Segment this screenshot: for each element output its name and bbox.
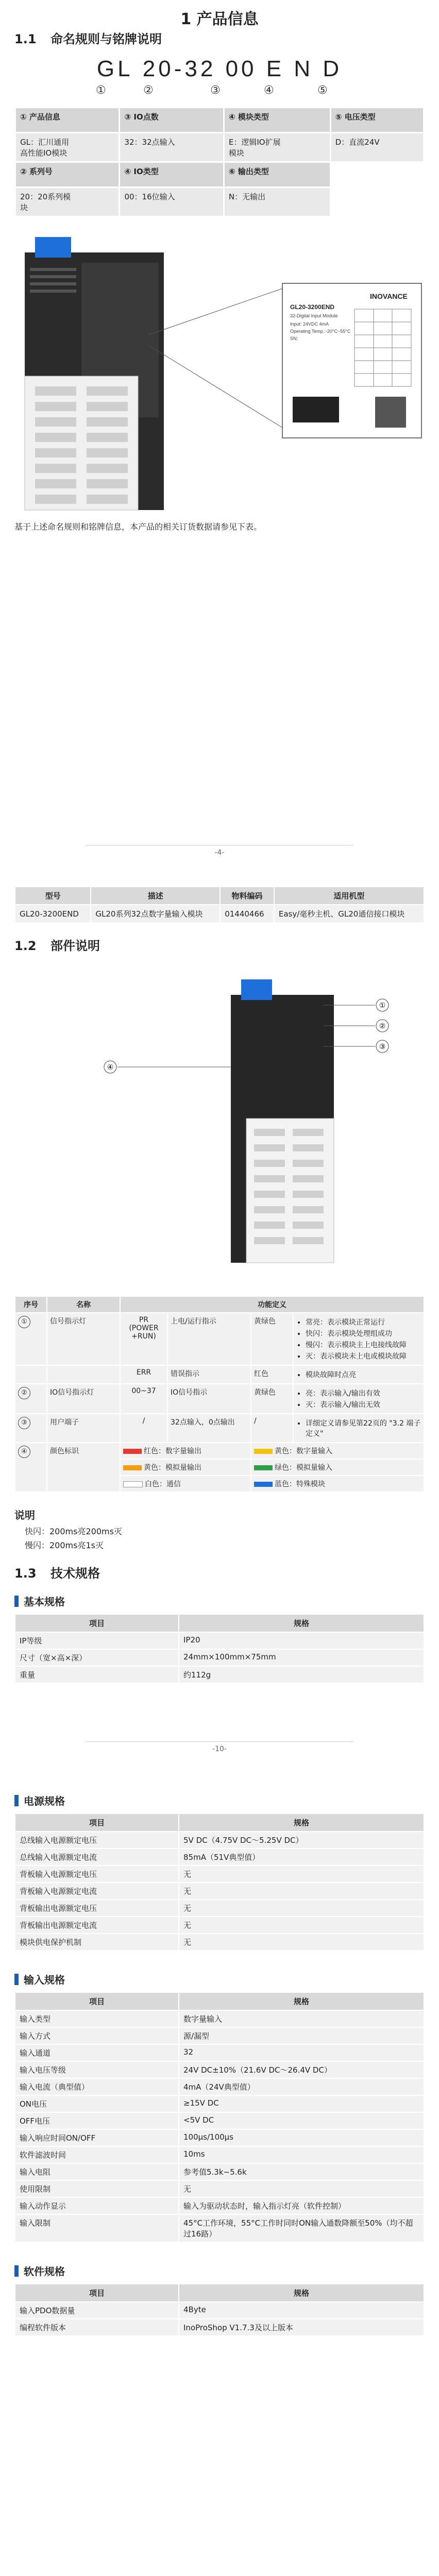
spec-header: 规格	[179, 1814, 424, 1832]
spec-val: 4Byte	[179, 2302, 424, 2319]
swatch-green	[254, 1465, 273, 1470]
spec-key: ON电压	[15, 2095, 179, 2112]
swatch-red	[123, 1449, 142, 1454]
row-col2: 32点输入，0点输出	[167, 1414, 251, 1443]
row-col1: 00~37	[120, 1384, 167, 1414]
qr-code	[375, 397, 406, 428]
section-num: 1.3	[14, 1566, 37, 1581]
spec-key: 重量	[15, 1666, 179, 1683]
row-item: • 灭：表示模块未上电或模块故障	[306, 1351, 421, 1361]
spec-key: 总线输入电源额定电流	[15, 1849, 179, 1866]
chapter-title: 1 产品信息	[180, 10, 259, 28]
row-no: ③	[18, 1417, 30, 1429]
spec-val: 无	[179, 1883, 424, 1900]
spec-key: OFF电压	[15, 2112, 179, 2129]
caption: 基于上述命名规则和铭牌信息，本产品的相关订货数据请参见下表。	[14, 522, 262, 532]
code-part: GL	[96, 56, 133, 81]
spec-header: 项目	[15, 1814, 179, 1832]
color-label: 蓝色：	[275, 1480, 296, 1488]
section-1-1	[14, 29, 439, 47]
row-col1: /	[120, 1414, 167, 1443]
heading-text: 基本规格	[24, 1596, 65, 1608]
code-part: 20	[142, 56, 174, 81]
model-code	[0, 56, 439, 82]
parts-header: 功能定义	[120, 1296, 424, 1313]
basic-spec-heading	[14, 1594, 439, 1608]
page-2	[0, 886, 439, 1772]
color-label: 白色：	[145, 1480, 166, 1488]
row-col1: ERR	[120, 1365, 167, 1384]
swatch-orange	[123, 1465, 142, 1470]
spec-key: 背板输入电源额定电流	[15, 1883, 179, 1900]
spec-val: 无	[179, 1934, 424, 1951]
row-item: • 亮：表示输入/输出有效	[306, 1388, 421, 1398]
color-desc: 特殊模块	[296, 1480, 325, 1488]
swatch-yellow	[254, 1449, 273, 1454]
module-photo	[14, 232, 425, 520]
row-no: ②	[18, 1387, 30, 1399]
callout-1: ①	[379, 1002, 386, 1010]
spec-key: 使用限制	[15, 2180, 179, 2197]
barcode	[293, 397, 339, 422]
row-name: IO信号指示灯	[47, 1384, 120, 1414]
spec-val: 85mA（51V典型值）	[179, 1849, 424, 1866]
spec-header: 规格	[179, 2284, 424, 2302]
code-part: E	[266, 56, 285, 81]
code-part: 32	[184, 56, 216, 81]
page-number: -10-	[0, 1741, 439, 1753]
callout-3: ③	[379, 1043, 386, 1051]
callout-4: ④	[107, 1063, 114, 1072]
order-header: 适用机型	[274, 887, 424, 905]
spec-key: IP等级	[15, 1632, 179, 1649]
order-header: 型号	[15, 887, 91, 905]
mark: ③	[210, 84, 221, 97]
nameplate-line: Operating Temp.:-20°C~55°C	[290, 329, 351, 334]
spec-key: 输入PDO数据量	[15, 2302, 179, 2319]
row-col2: 上电/运行指示	[167, 1313, 251, 1365]
color-desc: 模拟量输入	[296, 1464, 332, 1472]
naming-text: E：逻辑IO扩展 模块	[224, 133, 330, 162]
nameplate-model: GL20-3200END	[290, 303, 335, 311]
code-part: -	[174, 56, 185, 81]
page-1	[0, 0, 439, 876]
naming-text: 00：16位输入	[120, 188, 224, 217]
spec-val: 无	[179, 2180, 424, 2197]
heading-text: 软件规格	[24, 2265, 65, 2278]
color-desc: 通信	[166, 1480, 181, 1488]
naming-head: ④ IO类型	[120, 162, 224, 188]
color-label: 红色：	[144, 1447, 165, 1455]
row-item: • 详细定义请参见第22页的 "3.2 端子定义"	[306, 1418, 421, 1438]
section-num: 1.1	[14, 32, 37, 46]
code-part: N	[294, 56, 314, 81]
spec-key: 模块供电保护机制	[15, 1934, 179, 1951]
input-spec-table	[14, 1992, 425, 2243]
mark: ①	[96, 84, 106, 97]
power-spec-table	[14, 1813, 425, 1951]
note-line: 快闪：200ms亮200ms灭	[25, 1527, 122, 1536]
spec-key: 输入通道	[15, 2044, 179, 2061]
row-item: • 常亮：表示模块正常运行	[306, 1317, 421, 1327]
naming-head: ② 系列号	[15, 162, 120, 188]
spec-val: 5V DC（4.75V DC～5.25V DC）	[179, 1832, 424, 1849]
spec-header: 项目	[15, 1992, 179, 2010]
order-table	[14, 886, 425, 923]
spec-key: 输入响应时间ON/OFF	[15, 2129, 179, 2146]
naming-table	[14, 107, 425, 217]
row-item: • 快闪：表示模块处理组成功	[306, 1328, 421, 1338]
naming-head: ⑥ 输出类型	[224, 162, 330, 188]
naming-text: 32：32点输入	[120, 133, 224, 162]
section-title: 部件说明	[50, 939, 100, 953]
row-name: 颜色标识	[47, 1443, 120, 1492]
naming-head: ① 产品信息	[15, 108, 120, 133]
color-label: 黄色：	[275, 1447, 296, 1455]
spec-val: 无	[179, 1866, 424, 1883]
color-label: 黄色：	[144, 1464, 165, 1472]
mark: ②	[143, 84, 154, 97]
spec-val: 输入为驱动状态时，输入指示灯亮（软件控制）	[179, 2197, 424, 2214]
order-cell: GL20系列32点数字量输入模块	[91, 905, 220, 923]
software-spec-heading	[14, 2263, 439, 2278]
naming-text: D：直流24V	[330, 133, 424, 162]
spec-val: ≥15V DC	[179, 2095, 424, 2112]
spec-val: 45°C工作环境，55°C工作时同时ON输入通数降额至50%（均不超过16路）	[179, 2214, 424, 2242]
page-number: -4-	[0, 845, 439, 857]
mark: ⑤	[317, 84, 328, 97]
spec-val: 24V DC±10%（21.6V DC～26.4V DC）	[179, 2061, 424, 2078]
row-col1: PR (POWER +RUN)	[120, 1313, 167, 1365]
naming-head: ④ 模块类型	[224, 108, 330, 133]
naming-head: ⑤ 电压类型	[330, 108, 424, 133]
product-photo-area	[14, 232, 425, 520]
software-spec-table	[14, 2283, 425, 2336]
mark: ④	[264, 84, 274, 97]
color-desc: 数字量输入	[296, 1447, 332, 1455]
swatch-blue	[254, 1482, 273, 1487]
spec-key: 输入电压等级	[15, 2061, 179, 2078]
color-label: 绿色：	[275, 1464, 296, 1472]
section-1-2	[14, 936, 439, 954]
order-cell: 01440466	[220, 905, 274, 923]
spec-key: 输入限制	[15, 2214, 179, 2242]
code-part: D	[323, 56, 343, 81]
spec-val: InoProShop V1.7.3及以上版本	[179, 2319, 424, 2336]
order-cell: Easy/毫秒主机、GL20通信接口模块	[274, 905, 424, 923]
code-part: 00	[225, 56, 257, 81]
basic-spec-table	[14, 1614, 425, 1684]
spec-key: 输入类型	[15, 2010, 179, 2027]
spec-header: 规格	[179, 1992, 424, 2010]
row-no: ④	[18, 1446, 30, 1458]
spec-key: 尺寸（宽×高×深）	[15, 1649, 179, 1666]
blue-latch	[241, 979, 272, 1000]
section-title: 命名规则与铭牌说明	[50, 32, 162, 46]
section-num: 1.2	[14, 939, 37, 953]
order-header: 描述	[91, 887, 220, 905]
naming-text: 20：20系列模 块	[15, 188, 120, 217]
spec-val: 无	[179, 1917, 424, 1934]
spec-val: 24mm×100mm×75mm	[179, 1649, 424, 1666]
spec-val: 32	[179, 2044, 424, 2061]
spec-val: 无	[179, 1900, 424, 1917]
spec-key: 总线输入电源额定电压	[15, 1832, 179, 1849]
row-col3: 黄绿色	[251, 1384, 293, 1414]
section-1-3	[14, 1563, 439, 1581]
row-name: 用户端子	[47, 1414, 120, 1443]
spec-key: 背板输入电源额定电压	[15, 1866, 179, 1883]
parts-drawing	[14, 964, 425, 1283]
input-spec-heading	[14, 1972, 439, 1987]
row-item: • 慢闪：表示模块主上电接线故障	[306, 1340, 421, 1350]
naming-text: N：无输出	[224, 188, 330, 217]
parts-header: 序号	[15, 1296, 47, 1313]
spec-val: <5V DC	[179, 2112, 424, 2129]
spec-key: 输入电流（典型值）	[15, 2078, 179, 2095]
spec-val: 10ms	[179, 2146, 424, 2163]
row-col3: /	[251, 1414, 293, 1443]
section-title: 技术规格	[50, 1566, 100, 1581]
naming-head: ③ IO点数	[120, 108, 224, 133]
parts-figure	[14, 964, 425, 1283]
spec-val: 4mA（24V典型值）	[179, 2078, 424, 2095]
spec-val: 数字量输入	[179, 2010, 424, 2027]
row-col3: 黄绿色	[251, 1313, 293, 1365]
row-item: • 模块故障时点亮	[306, 1369, 421, 1380]
row-name: 信号指示灯	[47, 1313, 120, 1365]
spec-key: 软件滤波时间	[15, 2146, 179, 2163]
parts-table	[14, 1296, 425, 1493]
spec-header: 项目	[15, 1614, 179, 1632]
row-col2: IO信号指示	[167, 1384, 251, 1414]
nameplate-brand: INOVANCE	[370, 292, 408, 300]
row-col2: 错误指示	[167, 1365, 251, 1384]
blue-latch	[35, 237, 71, 258]
swatch-white	[123, 1481, 143, 1487]
power-spec-heading	[14, 1793, 439, 1808]
nameplate-desc: 32-Digital Input Module	[290, 313, 338, 318]
naming-text: GL：汇川通用 高性能IO模块	[15, 133, 120, 162]
spec-header: 规格	[179, 1614, 424, 1632]
spec-header: 项目	[15, 2284, 179, 2302]
terminal-block	[25, 376, 138, 510]
nameplate-line: Input: 24VDC 4mA	[290, 321, 329, 327]
order-cell: GL20-3200END	[15, 905, 91, 923]
color-desc: 数字量输出	[165, 1447, 201, 1455]
spec-key: 输入方式	[15, 2027, 179, 2044]
spec-val: 参考值5.3k~5.6k	[179, 2163, 424, 2180]
color-desc: 模拟量输出	[165, 1464, 201, 1472]
spec-key: 背板输出电源额定电流	[15, 1917, 179, 1934]
spec-key: 输入电阻	[15, 2163, 179, 2180]
spec-val: IP20	[179, 1632, 424, 1649]
heading-text: 电源规格	[24, 1795, 65, 1807]
spec-key: 编程软件版本	[15, 2319, 179, 2336]
note-line: 慢闪：200ms亮1s灭	[25, 1540, 104, 1550]
callout-2: ②	[379, 1022, 386, 1030]
heading-text: 输入规格	[24, 1974, 65, 1986]
row-no: ①	[18, 1316, 30, 1328]
notes-title: 说明	[14, 1509, 35, 1521]
page-3	[0, 1793, 439, 2576]
spec-val: 100μs/100μs	[179, 2129, 424, 2146]
spec-key: 输入动作显示	[15, 2197, 179, 2214]
spec-val: 约112g	[179, 1666, 424, 1683]
spec-val: 源/漏型	[179, 2027, 424, 2044]
spec-key: 背板输出电源额定电压	[15, 1900, 179, 1917]
code-marks	[75, 84, 364, 105]
order-header: 物料编码	[220, 887, 274, 905]
parts-header: 名称	[47, 1296, 120, 1313]
row-col3: 红色	[251, 1365, 293, 1384]
nameplate-line: SN:	[290, 336, 298, 341]
row-item: • 灭：表示输入/输出无效	[306, 1399, 421, 1410]
